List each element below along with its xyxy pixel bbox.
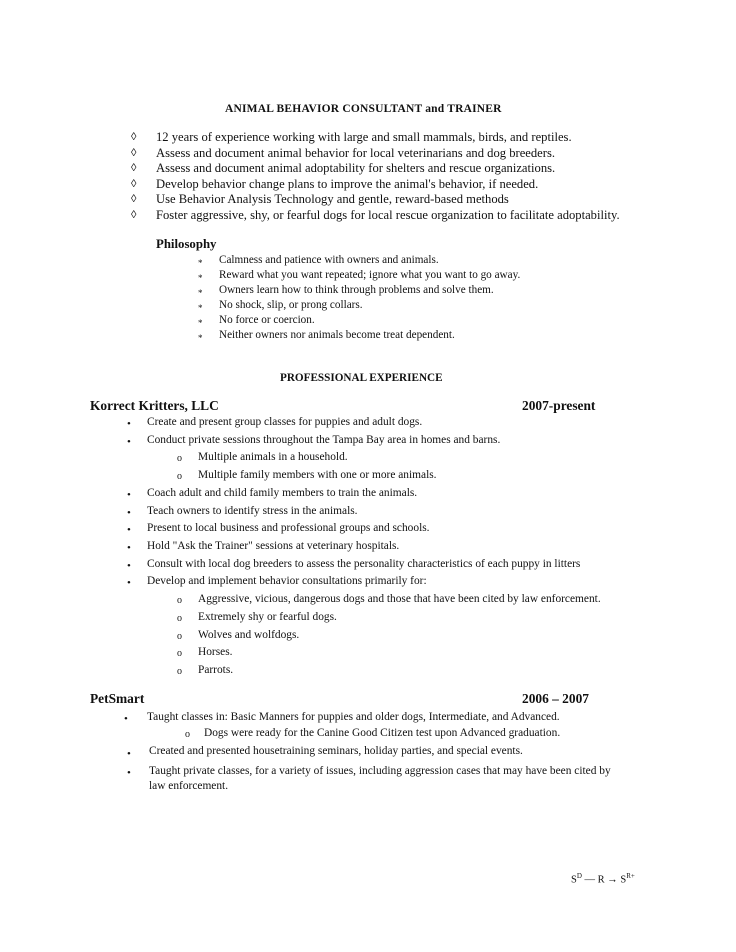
formula-response: — R → — [581, 874, 621, 886]
job-sub-bullet: Multiple animals in a household. — [198, 451, 348, 463]
bullet-icon: • — [127, 767, 131, 779]
bullet-icon: • — [124, 713, 128, 725]
bullet-icon: • — [127, 507, 131, 519]
diamond-bullet-icon: ◊ — [131, 193, 137, 205]
job-bullet: Taught private classes, for a variety of issues, including aggression cases that may have been cited by — [149, 765, 611, 777]
job-sub-bullet: Wolves and wolfdogs. — [198, 629, 300, 641]
summary-item: Assess and document animal adoptability for shelters and rescue organizations. — [156, 161, 556, 175]
job-company: PetSmart — [90, 691, 145, 706]
bullet-icon: • — [127, 524, 131, 536]
diamond-bullet-icon: ◊ — [131, 209, 137, 221]
bullet-icon: • — [127, 542, 131, 554]
job-sub-bullet: Multiple family members with one or more animals. — [198, 469, 437, 481]
formula-reinforcer: S — [620, 874, 627, 886]
diamond-bullet-icon: ◊ — [131, 147, 137, 159]
job-company: Korrect Kritters, LLC — [90, 398, 219, 413]
job-sub-bullet: Dogs were ready for the Canine Good Citizen test upon Advanced graduation. — [204, 727, 561, 739]
sub-bullet-icon: o — [177, 471, 182, 482]
sub-bullet-icon: o — [177, 453, 182, 464]
formula-reinforcer-sup: R+ — [626, 872, 635, 880]
sub-bullet-icon: o — [177, 631, 182, 642]
job-bullet-continuation: law enforcement. — [149, 780, 229, 792]
philosophy-heading: Philosophy — [156, 237, 217, 251]
philosophy-item: No force or coercion. — [219, 314, 315, 326]
summary-item: Foster aggressive, shy, or fearful dogs for local rescue organization to facilitate adoptability. — [156, 208, 620, 222]
bullet-icon: • — [127, 748, 131, 760]
sub-bullet-icon: o — [177, 666, 182, 677]
job-bullet: Conduct private sessions throughout the Tampa Bay area in homes and barns. — [147, 434, 501, 446]
philosophy-item: Neither owners nor animals become treat dependent. — [219, 329, 455, 341]
job-bullet: Develop and implement behavior consultations primarily for: — [147, 575, 427, 587]
bullet-icon: • — [127, 489, 131, 501]
asterisk-bullet-icon: * — [198, 273, 203, 283]
bullet-icon: • — [127, 577, 131, 589]
formula-stimulus: S — [571, 874, 577, 886]
bullet-icon: • — [127, 436, 131, 448]
summary-item: Develop behavior change plans to improve the animal's behavior, if needed. — [156, 177, 539, 191]
diamond-bullet-icon: ◊ — [131, 162, 137, 174]
summary-item: Use Behavior Analysis Technology and gentle, reward-based methods — [156, 192, 509, 206]
bullet-icon: • — [127, 418, 131, 430]
diamond-bullet-icon: ◊ — [131, 178, 137, 190]
philosophy-item: No shock, slip, or prong collars. — [219, 299, 363, 311]
asterisk-bullet-icon: * — [198, 318, 203, 328]
summary-item: 12 years of experience working with large and small mammals, birds, and reptiles. — [156, 130, 572, 144]
philosophy-item: Reward what you want repeated; ignore what you want to go away. — [219, 269, 521, 281]
job-bullet: Coach adult and child family members to train the animals. — [147, 487, 418, 499]
job-bullet: Created and presented housetraining seminars, holiday parties, and special events. — [149, 745, 523, 757]
job-bullet: Hold "Ask the Trainer" sessions at veterinary hospitals. — [147, 540, 400, 552]
diamond-bullet-icon: ◊ — [131, 131, 137, 143]
job-sub-bullet: Parrots. — [198, 664, 234, 676]
formula-stimulus-sup: D — [576, 872, 582, 880]
job-bullet: Taught classes in: Basic Manners for puppies and older dogs, Intermediate, and Advanced. — [147, 711, 560, 723]
asterisk-bullet-icon: * — [198, 288, 203, 298]
sub-bullet-icon: o — [185, 729, 190, 740]
asterisk-bullet-icon: * — [198, 303, 203, 313]
section-heading: PROFESSIONAL EXPERIENCE — [280, 372, 443, 384]
job-sub-bullet: Aggressive, vicious, dangerous dogs and those that have been cited by law enforcement. — [198, 593, 601, 605]
asterisk-bullet-icon: * — [198, 258, 203, 268]
job-bullet: Create and present group classes for puppies and adult dogs. — [147, 416, 423, 428]
sub-bullet-icon: o — [177, 613, 182, 624]
summary-item: Assess and document animal behavior for local veterinarians and dog breeders. — [156, 146, 556, 160]
philosophy-item: Owners learn how to think through problems and solve them. — [219, 284, 494, 296]
job-dates: 2006 – 2007 — [522, 691, 589, 706]
job-sub-bullet: Horses. — [198, 646, 233, 658]
asterisk-bullet-icon: * — [198, 333, 203, 343]
job-bullet: Consult with local dog breeders to assess the personality characteristics of each puppy in litters — [147, 558, 581, 570]
behavior-formula — [571, 872, 635, 886]
job-dates: 2007-present — [522, 398, 596, 413]
job-sub-bullet: Extremely shy or fearful dogs. — [198, 611, 337, 623]
philosophy-item: Calmness and patience with owners and animals. — [219, 254, 439, 266]
job-bullet: Teach owners to identify stress in the animals. — [147, 505, 358, 517]
job-bullet: Present to local business and professional groups and schools. — [147, 522, 430, 534]
document-title: ANIMAL BEHAVIOR CONSULTANT and TRAINER — [225, 103, 502, 115]
sub-bullet-icon: o — [177, 648, 182, 659]
sub-bullet-icon: o — [177, 595, 182, 606]
bullet-icon: • — [127, 560, 131, 572]
